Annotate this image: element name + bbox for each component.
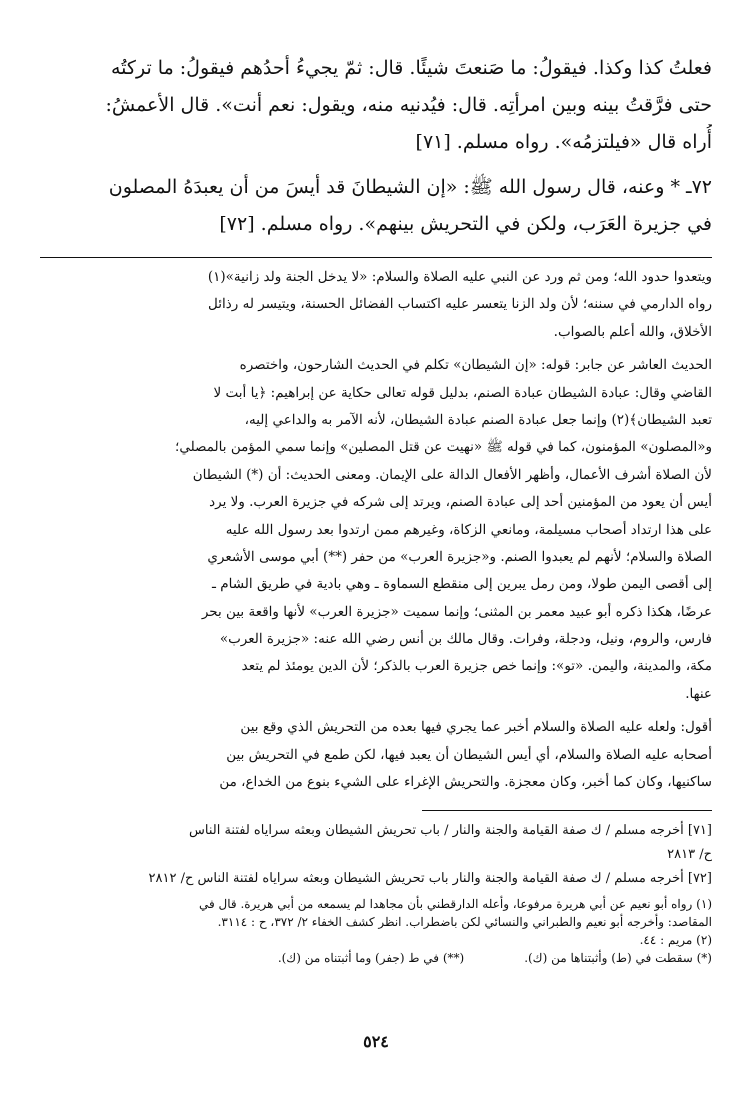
commentary-line: القاضي وقال: عبادة الشيطان عبادة الصنم، بدليل قوله تعالى حكاية عن إبراهيم: ﴿يا أبت لا <box>213 384 712 401</box>
commentary-line: تعبد الشيطان﴾(٢) وإنما جعل عبادة الصنم عبادة الشيطان، لأنه الآمر به والداعي إليه، <box>244 411 712 428</box>
variant-note: (**) في ط (جفر) وما أثبتناه من (ك). <box>277 951 465 966</box>
hadith-line: فعلتُ كذا وكذا. فيقولُ: ما صَنعتَ شيئًا. قال: ثمّ يجيءُ أحدُهم فيقولُ: ما تركتُه <box>111 57 712 79</box>
references-block <box>40 819 712 891</box>
commentary-line: عنها. <box>685 685 712 702</box>
section-divider <box>40 257 712 258</box>
commentary-line: أصحابه عليه الصلاة والسلام، أي أيس الشيطان أن يعبد فيها، لكن طمع في التحريش بين <box>226 746 712 763</box>
commentary-line: ساكنيها، وكان كما أخبر، وكان معجزة. والتحريش الإغراء على الشيء بنوع من الخداع، من <box>219 774 712 791</box>
commentary-line: أقول: ولعله عليه الصلاة والسلام أخبر عما يجري فيها بعده من التحريش الذي وقع بين <box>240 719 712 736</box>
hadith-block <box>40 50 712 243</box>
commentary-line: عرضًا، هكذا ذكره أبو عبيد معمر بن المثنى؛ وإنما سميت «جزيرة العرب» لأنها واقعة بين بحر <box>201 603 712 620</box>
commentary-line: الصلاة والسلام؛ لأنهم لم يعبدوا الصنم. و«جزيرة العرب» من حفر (**) أبي موسى الأشعري <box>207 548 712 565</box>
page-number: ٥٢٤ <box>363 1032 389 1051</box>
commentary-line: إلى أقصى اليمن طولا، ومن رمل يبرين إلى منقطع السماوة ـ وهي بادية في طريق الشام ـ <box>212 576 712 593</box>
footnote-divider <box>422 810 712 811</box>
hadith-line: حتى فرَّقتُ بينه وبين امرأتِه. قال: فيُدنيه منه، ويقول: نعم أنت». قال الأعمشُ: <box>105 94 712 116</box>
commentary-line: على هذا ارتداد أصحاب مسيلمة، ومانعي الزكاة، وغيرهم ممن ارتدوا بعد رسول الله عليه <box>225 521 712 538</box>
commentary-block <box>40 264 712 796</box>
reference-line: ح/ ٢٨١٣ <box>667 847 712 863</box>
reference-line: [٧١] أخرجه مسلم / ك صفة القيامة والجنة والنار / باب تحريش الشيطان وبعثه سراياه لفتنة الناس <box>188 823 712 839</box>
commentary-line: مكة، والمدينة، واليمن. «تو»: وإنما خص جزيرة العرب بالذكر؛ لأن الدين يومئذ لم يتعد <box>241 658 712 675</box>
hadith-line: أُراه قال «فيلتزمُه». رواه مسلم. [٧١] <box>415 131 712 153</box>
commentary-line: و«المصلون» المؤمنون، كما في قوله ﷺ «نهيت عن قتل المصلين» وإنما سمي المؤمن بالمصلي؛ <box>175 439 712 456</box>
commentary-line: أيس أن يعود من المؤمنين أحد إلى عبادة الصنم، ويرتد إلى شركه في جزيرة العرب. ولا يرد <box>209 494 712 511</box>
footnotes-block <box>40 895 712 967</box>
commentary-line: فارس، والروم، ونيل، ودجلة، وفرات. وقال مالك بن أنس رضي الله عنه: «جزيرة العرب» <box>219 631 712 648</box>
hadith-line: في جزيرة العَرَب، ولكن في التحريش بينهم». رواه مسلم. [٧٢] <box>219 213 712 235</box>
commentary-line: الأخلاق، والله أعلم بالصواب. <box>553 323 712 340</box>
footnote-line: (٢) مريم : ٤٤. <box>639 933 712 948</box>
commentary-line: رواه الدارمي في سننه؛ لأن ولد الزنا يتعسر عليه اكتساب الفضائل الحسنة، ويتيسر له رذائل <box>208 296 712 313</box>
footnote-line: المقاصد: وأخرجه أبو نعيم والطبراني والنسائي لكن باضطراب. انظر كشف الخفاء ٢/ ٣٧٢، ح : ٣١١٤. <box>217 915 712 930</box>
hadith-line: ٧٢ـ * وعنه، قال رسول الله ﷺ: «إن الشيطانَ قد أيسَ من أن يعبدَهُ المصلون <box>108 176 712 198</box>
commentary-line: ويتعدوا حدود الله؛ ومن ثم ورد عن النبي عليه الصلاة والسلام: «لا يدخل الجنة ولد زانية»(١) <box>207 269 712 285</box>
commentary-line: الحديث العاشر عن جابر: قوله: «إن الشيطان» تكلم في الحديث الشارحون، واختصره <box>239 357 712 374</box>
variant-notes <box>40 949 712 967</box>
commentary-line: لأن الصلاة أشرف الأعمال، وأظهر الأفعال الدالة على الإيمان. ومعنى الحديث: أن (*) الشيطان <box>192 466 712 483</box>
reference-line: [٧٢] أخرجه مسلم / ك صفة القيامة والجنة والنار باب تحريش الشيطان وبعثه سراياه لفتنة الناس ح/ ٢٨١٢ <box>148 871 712 887</box>
variant-note: (*) سقطت في (ط) وأثبتناها من (ك). <box>524 951 712 966</box>
footnote-line: (١) رواه أبو نعيم عن أبي هريرة مرفوعا، وأعله الدارقطني بأن مجاهدا لم يسمعه من أبي هريرة. قال في <box>198 897 712 912</box>
book-page <box>40 50 712 967</box>
